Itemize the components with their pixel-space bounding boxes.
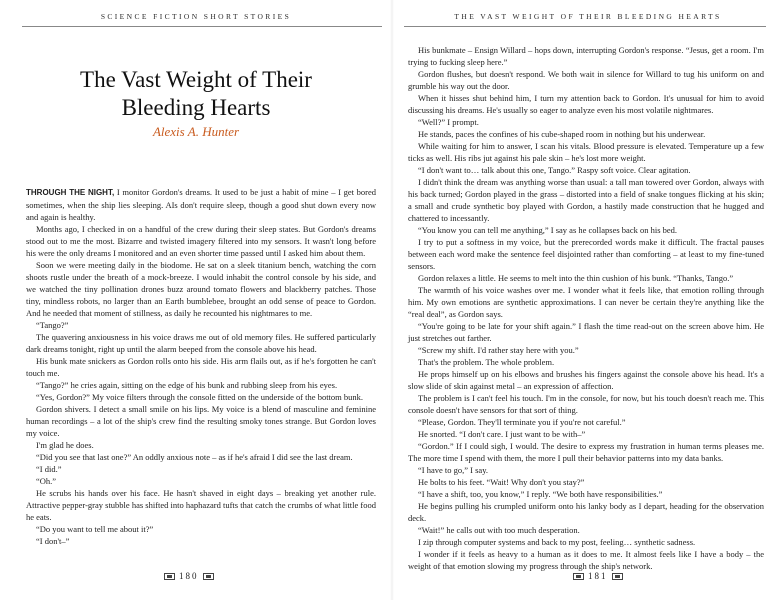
paragraph: “You're going to be late for your shift again.” I flash the time read-out on the screen above him. He just stretches out farther. xyxy=(408,321,764,343)
page-number-text: 181 xyxy=(588,571,608,581)
paragraph: “Do you want to tell me about it?” xyxy=(36,524,154,534)
paragraph: The quavering anxiousness in his voice draws me out of old memory files. He suffered particularly dark dreams tonight, right up until the alarm beeped from the console above his head. xyxy=(26,332,376,354)
lead-in: THROUGH THE NIGHT, xyxy=(26,188,115,197)
running-head: THE VAST WEIGHT OF THEIR BLEEDING HEARTS xyxy=(454,12,722,21)
page-number xyxy=(573,571,623,581)
left-body-text xyxy=(26,186,376,547)
paragraph: He begins pulling his crumpled uniform onto his lanky body as I depart, heading for the observation deck. xyxy=(408,501,764,523)
running-head: SCIENCE FICTION SHORT STORIES xyxy=(100,12,292,21)
paragraph: He stands, paces the confines of his cube-shaped room in nothing but his underwear. xyxy=(418,129,706,139)
title-line-2: Bleeding Hearts xyxy=(121,95,271,120)
paragraph: I try to put a softness in my voice, but the prerecorded words make it difficult. The fractal pauses between each word make the sentence feel disjointed rather than comforting – at least to my fine-tuned sensors. xyxy=(408,237,764,271)
header-rule xyxy=(404,26,766,27)
paragraph: “Tango?” xyxy=(36,320,69,330)
paragraph: While waiting for him to answer, I scan his vitals. Blood pressure is elevated. Temperature up a few ticks as well. His ribs jut against his pale skin – he's lost more weight. xyxy=(408,141,764,163)
paragraph: His bunk mate snickers as Gordon rolls onto his side. His arm flails out, as if he's forgotten he can't touch me. xyxy=(26,356,376,378)
paragraph: I'm glad he does. xyxy=(36,440,94,450)
paragraph: That's the problem. The whole problem. xyxy=(418,357,555,367)
paragraph: I wonder if it feels as heavy to a human as it does to me. It almost feels like I have a body – the weight of that emotion slowing my progress through the ship's network. xyxy=(408,549,764,571)
paragraph: “You know you can tell me anything,” I say as he collapses back on his bed. xyxy=(418,225,678,235)
paragraph: “I have to go,” I say. xyxy=(418,465,489,475)
paragraph: When it hisses shut behind him, I turn my attention back to Gordon. It's unusual for him to avoid discussing his dreams. He's usually so eager to analyze even his most volatile nightmares. xyxy=(408,93,764,115)
paragraph: “I don't want to… talk about this one, Tango.” Raspy soft voice. Clear agitation. xyxy=(418,165,691,175)
paragraph: He scrubs his hands over his face. He hasn't shaved in eight days – breaking yet another rule. Attractive pepper-gray stubble has shifted into haphazard tufts that catch the crumbs of what little food he eats. xyxy=(26,488,376,522)
paragraph: The problem is I can't feel his touch. I'm in the console, for now, but his touch doesn't reach me. This console doesn't have sensors for that sort of thing. xyxy=(408,393,764,415)
paragraph: “Gordon.” If I could sigh, I would. The desire to express my frustration in human terms pleases me. The more time I spend with them, the more I pull their behavior patterns into my data banks. xyxy=(408,441,764,463)
paragraph: THROUGH THE NIGHT, I monitor Gordon's dreams. It used to be just a habit of mine – I get bored sometimes, when the ship lies sleeping. AIs don't require sleep, though a good shut down every now and again is healthy. xyxy=(26,187,377,222)
paragraph: He props himself up on his elbows and brushes his fingers against the console above his head. It's a slow slide of skin against metal – an expression of affection. xyxy=(408,369,764,391)
paragraph: “Did you see that last one?” An oddly anxious note – as if he's afraid I did see the last dream. xyxy=(36,452,353,462)
author-name: Alexis A. Hunter xyxy=(152,124,240,139)
paragraph: I zip through computer systems and back to my post, feeling… synthetic sadness. xyxy=(418,537,696,547)
paragraph: Months ago, I checked in on a handful of the crew during their sleep states. But Gordon's dreams stood out to me the most. Bizarre and twisted imagery filtered into my sensors. It wasn't long before his were the only dreams I monitored and an even shorter time passed until I asked him about them. xyxy=(26,224,376,258)
paragraph: His bunkmate – Ensign Willard – hops down, interrupting Gordon's response. “Jesus, get a room. I'm trying to fucking sleep here.” xyxy=(408,45,764,67)
right-body-text xyxy=(408,44,764,572)
paragraph: Gordon relaxes a little. He seems to melt into the thin cushion of his bunk. “Thanks, Tango.” xyxy=(418,273,734,283)
title-line-1: The Vast Weight of Their xyxy=(80,67,312,92)
paragraph: “Well?” I prompt. xyxy=(418,117,479,127)
paragraph: “Screw my shift. I'd rather stay here with you.” xyxy=(418,345,579,355)
paragraph: “I have a shift, too, you know,” I reply. “We both have responsibilities.” xyxy=(418,489,663,499)
paragraph: Soon we were meeting daily in the biodome. He sat on a sleek titanium bench, watching the corn shoots rustle under the breath of a mock-breeze. I would inhabit the control console by his side, and we watched the tiny pollination drones buzz around tomato flowers and blackberry patches. Those tiny, mindless robots, no larger than an Earth bumblebee, brought an odd sense of peace to Gordon. And he needed that moment of stillness, as daily he recounted his nightmares to me. xyxy=(26,260,376,318)
paragraph: “I did.” xyxy=(36,464,62,474)
paragraph: “Wait!” he calls out with too much desperation. xyxy=(418,525,580,535)
paragraph: He snorted. “I don't care. I just want to be with–” xyxy=(418,429,586,439)
header-rule xyxy=(22,26,382,27)
paragraph: Gordon flushes, but doesn't respond. We both wait in silence for Willard to tug his uniform on and grumble his way out the door. xyxy=(408,69,764,91)
paragraph: The warmth of his voice washes over me. I wonder what it feels like, that emotion rolling through him. My own emotions are synthetic approximations. I can never be certain they're anything like the “real deal”, as Gordon says. xyxy=(408,285,764,319)
paragraph: “Tango?” he cries again, sitting on the edge of his bunk and rubbing sleep from his eyes. xyxy=(36,380,338,390)
paragraph: “Please, Gordon. They'll terminate you if you're not careful.” xyxy=(418,417,626,427)
ornament-icon xyxy=(612,573,623,580)
ornament-icon xyxy=(573,573,584,580)
paragraph: “I don't–” xyxy=(36,536,70,546)
paragraph: I didn't think the dream was anything worse than usual: a tall man towered over Gordon, always with his back turned; Gordon played in the grass – distorted into a field of snake tongues flicking at his skin; a small and crude synthetic boy played with Gordon, a hastily made construction that he hugged and chattered to incessantly. xyxy=(408,177,764,223)
ornament-icon xyxy=(164,573,175,580)
paragraph: Gordon shivers. I detect a small smile on his lips. My voice is a blend of masculine and feminine human recordings – a lot of the ship's crew find the resulting smoky tones strange. But Gordon loves my voice. xyxy=(26,404,376,438)
paragraph: “Oh.” xyxy=(36,476,57,486)
paragraph: “Yes, Gordon?” My voice filters through the console fitted on the underside of the bottom bunk. xyxy=(36,392,364,402)
page-number xyxy=(164,571,214,581)
paragraph: He bolts to his feet. “Wait! Why don't you stay?” xyxy=(418,477,585,487)
ornament-icon xyxy=(203,573,214,580)
page-number-text: 180 xyxy=(179,571,199,581)
story-title xyxy=(40,66,352,122)
right-page xyxy=(392,0,784,600)
